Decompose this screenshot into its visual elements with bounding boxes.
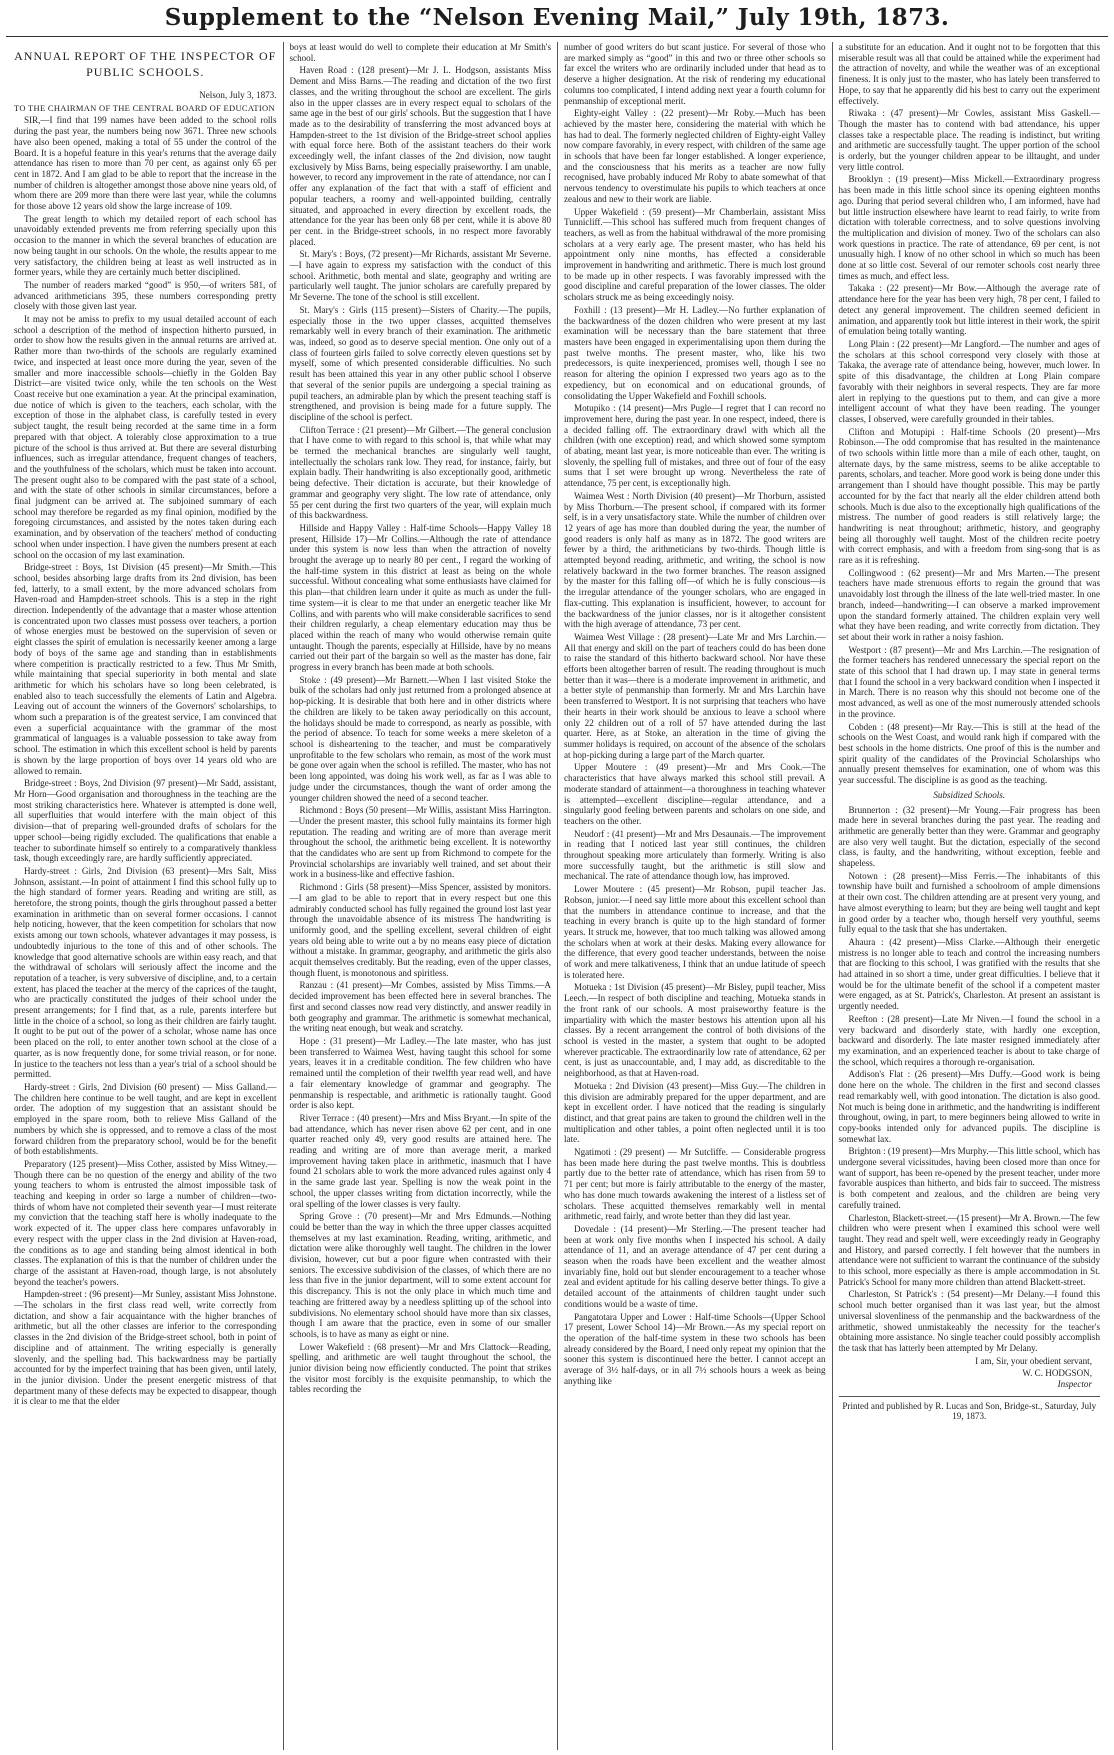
paragraph: Upper Moutere : (49 present)—Mr and Mrs Cook.—The characteristics that have always marked this school still prevail. A moderate standard of attainment—a thoroughness in teaching whatever is attempted—excellent discipline—regular attendance, and a singularly good feeling between parents and scholars on one side, and teachers on the other. — [564, 762, 826, 826]
paragraph: Stoke : (49 present)—Mr Barnett.—When I last visited Stoke the bulk of the scholars had only just returned from a prolonged absence at hop-picking. It is desirable that both here and in other districts where the children are likely to be taken away periodically on this account, the holidays should be made to correspond, as nearly as possible, with the period of absence. To teach for some weeks a mere skeleton of a school is disheartening to the teacher, and must be comparatively unprofitable to the few scholars who remain, as most of the work must be gone over again when the school is refilled. The master, who has not been long appointed, was doing his work well, as far as I was able to judge under the circumstances, though the want of order among the younger children showed the need of a second teacher. — [289, 674, 551, 803]
paragraph: Motupiko : (14 present)—Mrs Pugle—I regret that I can record no improvement here, during the past year. In one respect, indeed, there is a decided falling off. The extraordinary drawl with which all the children (with one exception) read, and which showed some symptom of abating, meant last year, is more noticeable than ever. The writing is slovenly, the spelling full of mistakes, and three out of four of the easy sums that I set were brought up wrong. Nevertheless the rate of attendance, 75 per cent, is exceptionally high. — [564, 403, 826, 489]
paragraph: Brooklyn : (19 present)—Miss Mickell.—Extraordinary progress has been made in this little school since its opening eighteen months ago. During that period several children who, I am informed, have had but little instruction elsewhere have learnt to read fairly, to write from dictation with tolerable correctness, and to solve questions involving the multiplication and division of money. Two of the scholars can also work questions in practice. The rate of attendance, 69 per cent, is not unusually high. I know of no other school in which so much has been done at so little cost. Several of our remoter schools cost nearly three times as much, and effect less. — [838, 174, 1100, 281]
paragraph: number of good writers do but scant justice. For several of those who are marked simply as “good” in this and two or three other schools so far excel the writers who are ordinarily included under that head as to deserve a higher designation. At the risk of rendering my educational columns too complicated, I intend adding next year a fourth column for penmanship of exceptional merit. — [564, 42, 826, 106]
paragraph: Upper Wakefield : (59 present)—Mr Chamberlain, assistant Miss Tunnicliff.—This school has suffered much from frequent changes of teachers, as well as from the habitual withdrawal of the more promising scholars at a very early age. The present master, who has held his appointment only nine months, has effected a considerable improvement in handwriting and arithmetic. There is much lost ground to be made up in other respects. I was favorably impressed with the good discipline and careful preparation of the lower classes. The older scholars struck me as being exceedingly noisy. — [564, 206, 826, 303]
salutation: TO THE CHAIRMAN OF THE CENTRAL BOARD OF EDUCATION — [14, 102, 275, 113]
imprint: Printed and published by R. Lucas and Son, Bridge-st., Saturday, July 19, 1873. — [839, 1396, 1101, 1422]
report-title: ANNUAL REPORT OF THE INSPECTOR OF PUBLIC SCHOOLS. — [14, 49, 277, 79]
paragraph: Lower Moutere : (45 present)—Mr Robson, pupil teacher Jas. Robson, junior.—I need say little more about this excellent school than that the numbers in attendance continue to increase, and that the teaching in every branch is quite up to the high standard of former years. It struck me, however, that too much talking was allowed among the scholars when at work at their desks. Making every allowance for the difference, that every good teacher understands, between the noise of work and mere talkativeness, I think that an undue latitude of speech is tolerated here. — [564, 884, 826, 980]
paragraph: Richmond : Girls (58 present)—Miss Spencer, assisted by monitors.—I am glad to be able to report that in every respect but one this admirably conducted school has fully regained the ground lost last year through the unavoidable absence of its mistress The handwriting is uniformly good, and the spelling excellent, several children of eight years old being able to write out a by no means easy piece of dictation without a mistake. In grammar, geography, and arithmetic the girls also acquit themselves creditably. But the reading, even of the upper classes, though fluent, is monotonous and spiritless. — [289, 882, 551, 978]
paragraph: Hampden-street : (96 present)—Mr Sunley, assistant Miss Johnstone.—The scholars in the first class read well, write correctly from dictation, and show a fair acquaintance with the higher branches of arithmetic, but all the other classes are inferior to the corresponding classes in the 2nd division of the Bridge-street school, both in point of discipline and of attainment. The writing especially is generally slovenly, and the spelling bad. This backwardness may be partially accounted for by the imperfect training that has been given, until lately, in the junior division. Under the present energetic mistress of that department many of these defects may be expected to disappear, though it is clear to me that the elder — [14, 1289, 277, 1407]
paragraph: Collingwood : (62 present)—Mr and Mrs Marten.—The present teachers have made strenuous efforts to regain the ground that was unavoidably lost through the illness of the late well-tried master. In one branch, indeed—handwriting—I can observe a marked improvement upon the standard formerly attained. The children explain very well what they have been reading, and write correctly from dictation. They set about their work in rather a noisy fashion. — [838, 567, 1100, 642]
paragraph: Waimea West : North Division (40 present)—Mr Thorburn, assisted by Miss Thorburn.—The present school, if compared with its former self, is in a very unsatisfactory state. While the number of children over 12 years of age has more than doubled during the year, the number of good readers is only half as many as in 1872. The good writers are fewer by a third, the arithmeticians by two-thirds. Though little is attempted beyond reading, arithmetic, and writing, the school is now relatively backward in the two former branches. The reason assigned by the master for this falling off—of which he is fully conscious—is the irregular attendance of the younger scholars, who are engaged in flax-cutting. This explanation is insufficient, however, to account for the backwardness of the junior classes, nor is it altogether consistent with the high average of attendance, 73 per cent. — [564, 490, 826, 630]
paragraph: The great length to which my detailed report of each school has unavoidably extended prevents me from referring specially upon this occasion to the manner in which the several branches of education are now being taught in our schools. On the whole, the results appear to me very satisfactory, the children being at least as well instructed as in former years, while they are certainly much better disciplined. — [14, 213, 277, 278]
paragraph: Addison's Flat : (26 present)—Mrs Duffy.—Good work is being done here on the whole. The children in the first and second classes read remarkably well, with good intonation. The dictation is also good. Not much is being done in arithmetic, and the handwriting is indifferent throughout, owing, in part, to mere beginners being allowed to write in copy-books intended only for advanced pupils. The discipline is somewhat lax. — [838, 1069, 1100, 1144]
paragraph: Lower Wakefield : (68 present)—Mr and Mrs Clattock—Reading, spelling, and arithmetic are well taught throughout the school, the junior division being now efficiently conducted. The point that strikes the visitor most forcibly is the exquisite penmanship, to which the tables recording the — [289, 1341, 551, 1395]
paragraph: Eighty-eight Valley : (22 present)—Mr Roby.—Much has been achieved by the master here, considering the material with which he has had to deal. The formerly neglected children of Eighty-eight Valley now compare favorably, in every respect, with children of the same age in schools that have been far longer established. A longer experience, and the consciousness that his merits as a teacher are now fully recognised, have probably induced Mr Roby to abate somewhat of that nervous tendency to overstimulate his pupils to which teachers at once zealous and new to their work are liable. — [564, 108, 826, 204]
paragraph: River Terrace : (40 present)—Mrs and Miss Bryant.—In spite of the bad attendance, which has never risen above 62 per cent, and in one quarter reached only 49, very good results are attained here. The reading and writing are of more than average merit, a marked improvement having taken place in arithmetic, inasmuch that I have found 21 scholars able to work the more advanced rules against only 4 in the same grade last year. Spelling is now the weak point in the school, the upper classes writing from dictation incorrectly, while the oral spelling of the lower classes is very faulty. — [289, 1112, 551, 1209]
paragraph: Brunnerton : (32 present)—Mr Young.—Fair progress has been made here in several branches during the past year. The reading and arithmetic are generally better than they were. Grammar and geography are also very well taught. But the dictation, especially of the second class, is faulty, and the handwriting, without exception, feeble and shapeless. — [838, 804, 1100, 869]
column-4 — [832, 42, 1107, 1750]
paragraph: Hardy-street : Girls, 2nd Division (63 present)—Mrs Salt, Miss Johnson, assistant.—In point of attainment I find this school fully up to the high standard of former years. Reading and writing are still, as heretofore, the strong points, though the girls throughout passed a better examination in arithmetic than on several former occasions. I cannot help noticing, however, that the keen competition for scholars that now exists among our town schools, whatever advantages it may possess, is undoubtedly injurious to the tone of this and of other schools. The knowledge that good alternative schools are within easy reach, and that the withdrawal of scholars will seriously affect the income and the reputation of a teacher, is very subversive of discipline, and, to a certain extent, has placed the teacher at the mercy of the caprices of the taught, who are practically constituted the judges of their school under the present arrangements; for I find that, as a rule, parents interfere but little in the choice of a school, so long as their children are fairly taught. It ought to be put out of the power of a scholar, whose name has once been placed on the roll, to enter another town school at the close of a quarter, as is now frequently done, for some trivial reason, or for none. In justice to the teachers not less than a year's trial of a school should be permitted. — [14, 865, 277, 1080]
paragraph: Motueka : 1st Division (45 present)—Mr Bisley, pupil teacher, Miss Leech.—In respect of both discipline and teaching, Motueka stands in the front rank of our schools. A most praiseworthy feature is the impartiality with which the master bestows his attention upon all his classes. By a recent arrangement the control of both divisions of the school is vested in the master, a system that ought to be adopted wherever practicable. The extraordinarily low rate of attendance, 62 per cent, is just as unaccountable, and, I may add, as discreditable to the neighborhood, as that at Haven-road. — [564, 982, 826, 1079]
paragraph: Pangatotara Upper and Lower : Half-time Schools—(Upper School 17 present, Lower School 14)—Mr Brown.—As my special report on the operation of the half-time system in these two schools has been already considered by the Board, I need only repeat my opinion that the sooner this system is discontinued here the better. I cannot accept an average of 3½ half-days, or in all 7½ schools hours a week as being anything like — [564, 1311, 826, 1386]
column-3 — [557, 42, 832, 1750]
paragraph: Richmond : Boys (50 present—Mr Willis, assistant Miss Harrington.—Under the present master, this school fully maintains its former high reputation. The reading and writing are of more than average merit throughout the school, the arithmetic being excellent. It is noteworthy that the candidates who are sent up from Richmond to compete for the Provincial scholarships are invariably well trained, and set about their work in a business-like and effective fashion. — [289, 805, 551, 880]
paragraph: SIR,—I find that 199 names have been added to the school rolls during the past year, the numbers being now 3671. Three new schools have also been opened, making a total of 55 under the control of the Board. It is a hopeful feature in this year's returns that the average daily attendance has risen to more than 70 per cent, as against only 65 per cent in 1872. And I am glad to be able to report that the increase in the number of children is altogether amongst those above nine years old, of whom there are 209 more than there were last year, while the columns for those above 12 years old show the large increase of 109. — [14, 115, 277, 212]
paragraph: Notown : (28 present)—Miss Ferris.—The inhabitants of this township have built and furnished a schoolroom of ample dimensions at their own cost. The children attending are at present very young, and have almost everything to learn; but they are being well taught and kept in good order by a teacher who, though herself very youthful, seems fully equal to the task that she has undertaken. — [838, 870, 1100, 935]
paragraph: Dovedale : (14 present)—Mr Sterling.—The present teacher had been at work only five months when I inspected his school. A daily attendance of 11, and an average attendance of 47 per cent during a season when the roads have been excellent and the weather almost invariably fine, hold out but slender encouragement to a teacher whose zeal and evident aptitude for his calling deserve better things. To give a detailed account of the attainments of children taught under such conditions would be a waste of time. — [564, 1223, 826, 1309]
paragraph: St. Mary's : Boys, (72 present)—Mr Richards, assistant Mr Severne.—I have again to express my satisfaction with the conduct of this school. Arithmetic, both mental and slate, geography and writing are particularly well taught. The junior scholars are carefully prepared by Mr Severne. The tone of the school is still excellent. — [289, 249, 551, 303]
paragraph: boys at least would do well to complete their education at Mr Smith's school. — [289, 42, 551, 63]
paragraph: Spring Grove : (70 present)—Mr and Mrs Edmunds.—Nothing could be better than the way in which the three upper classes acquitted themselves at my last examination. Reading, writing, arithmetic, and dictation were alike thoroughly well taught. The children in the lower division, however, cut but a poor figure when contrasted with their seniors. The excessive subdivision of the classes, of which there are no less than five in the junior department, will to some extent account for this discrepancy. This is not the only place in which much time and teaching are frittered away by a needless splitting up of the school into subdivisions. No elementary school should have more than six classes, though I am aware that the practice, even in some of our smaller schools, is to have as many as eight or nine. — [289, 1211, 551, 1339]
signatory: W. C. HODGSON, — [1022, 1368, 1092, 1379]
paragraph: Charleston, Blackett-street.—(15 present)—Mr A. Brown.—The few children who were present when I examined this school were well taught. They read and spelt well, were exceedingly ready in Geography and History, and parsed correctly. I felt however that the numbers in attendance were not sufficient to warrant the continuance of the subsidy to this school, more especially as there is ample accommodation in St. Patrick's School for many more children than attend Blackett-street. — [838, 1212, 1100, 1287]
masthead: Supplement to the “Nelson Evening Mail,” July 19th, 1873. — [164, 4, 950, 31]
dateline: Nelson, July 3, 1873. — [199, 90, 277, 100]
paragraph: Foxhill : (13 present)—Mr H. Ladley.—No further explanation of the backwardness of the dozen children who were present at my last examination will be necessary than the bare statement that three masters have been engaged in experimentalising upon them during the past twelve months. The present master, who, like his two predecessors, is quite inexperienced, promises well, though I see no reason for altering the opinion I expressed two years ago as to the expediency, but on economical and on educational grounds, of consolidating the Upper Wakefield and Foxhill schools. — [564, 304, 826, 401]
paragraph: Cobden : (48 present)—Mr Ray.—This is still at the head of the schools on the West Coast, and would rank high if compared with the best schools in the home districts. One proof of this is the number and spirit quality of the candidates of the Provincial Scholarships who annually present themselves for examination, one of whom was this year successful. The discipline is as good as the teaching. — [838, 721, 1100, 786]
paragraph: Clifton and Motupipi : Half-time Schools (20 present)—Mrs Robinson.—The odd compromise that has resulted in the maintenance of two schools within little more than a mile of each other, taught, on alternate days, by the same mistress, seems to be alike acceptable to parents, scholars, and teacher. More good work is being done under this arrangement than I should have thought possible. This may be partly accounted for by the fact that nearly all the elder children attend both schools. Much is due also to the exceptionally high qualifications of the mistress. The number of good readers is still relatively large; the handwriting is neat throughout; arithmetic, history, and geography being all thoroughly well taught. Most of the children recite poetry with correct emphasis, and with a freedom from sing-song that is as rare as it is refreshing. — [838, 426, 1100, 566]
column-1 — [8, 42, 283, 1750]
paragraph: Westport : (87 present)—Mr and Mrs Larchin.—The resignation of the former teachers has rendered unnecessary the special report on the state of this school that I had drawn up. I may state in general terms that I found the school in a very backward condition when I inspected it in March. There is no reason why this should not become one of the most advanced, as well as one of the most numerously attended schools in the province. — [838, 644, 1100, 719]
paragraph: Long Plain : (22 present)—Mr Langford.—The number and ages of the scholars at this school correspond very closely with those at Takaka, the average rate of attendance being, however, much lower. In spite of this disadvantage, the children at Long Plain compare favorably with their neighbors in several respects. They are far more alert in replying to the questions put to them, and can give a more intelligent account of what they have been reading. The younger classes, I observed, were carefully grounded in their tables. — [838, 338, 1100, 424]
paragraph: It may not be amiss to prefix to my usual detailed account of each school a description of the method of inspection hitherto pursued, in order to show how the results given in the annual returns are arrived at. Rather more than two-thirds of the schools are regularly examined twice, and inspected at least once more during the year, seven of the smaller and more inaccessible schools—chiefly in the Golden Bay District—are visited twice only, while the ten schools on the West Coast receive but one examination a year. At the principal examination, due notice of which is given to the teachers, each scholar, with the exception of those in the alphabet class, is carefully tested in every subject taught, the result being recorded at the same time in a form prepared with that object. A tolerably close approximation to a true picture of the school is thus arrived at. But there are several disturbing influences, such as irregular attendance, frequent changes of teachers, and the youthfulness of the scholars, which must be taken into account. The present ought also to be compared with the past state of a school, and with the state of other schools in similar circumstances, before a final judgment can be arrived at. The subjoined summary of each school may therefore be regarded as my final opinion, modified by the foregoing circumstances, and assisted by the notes taken during each examination, and by observation of the teachers' method of conducting school when under inspection. I have given the numbers present at each school on the occasion of my last examination. — [14, 314, 277, 560]
paragraph: Bridge-street : Boys, 2nd Division (97 present)—Mr Sadd, assistant, Mr Horn—Good organisation and thoroughness in the teaching are the most striking characteristics here. Whatever is attempted is done well, all superfluities that would interfere with the main object of this division—that of preparing well-grounded drafts of scholars for the upper school—being rigidly excluded. The qualifications that enable a teacher to subordinate himself so entirely to a comparatively thankless task, though exceedingly rare, are hardly sufficiently appreciated. — [14, 778, 277, 864]
paragraph: Charleston, St Patrick's : (54 present)—Mr Delany.—I found this school much better organised than it was last year, but the almost universal slovenliness of the penmanship and the backwardness of the arithmetic, showed unmistakeably the necessity for the teacher's obtaining more assistance. No single teacher could possibly accomplish the task that has latterly been attempted by Mr Delany. — [838, 1289, 1100, 1353]
paragraph: Hope : (31 present)—Mr Ladley.—The late master, who has just been transferred to Waimea West, having taught this school for some years, leaves it in a creditable condition. The few children who have remained until the completion of their twelfth year read well, and have a fair elementary knowledge of grammar and geography. The penmanship is respectable, and arithmetic is rationally taught. Good order is also kept. — [289, 1035, 551, 1111]
paragraph: Motueka : 2nd Division (43 present)—Miss Guy.—The children in this division are admirably prepared for the upper department, and are kept in excellent order. I have noticed that the reading is singularly distinct, and that great pains are taken to ground the children well in the multiplication and other tables, a point often neglected until it is too late. — [564, 1080, 826, 1145]
paragraph: a substitute for an education. And it ought not to be forgotten that this miserable result was all that could be attained while the experiment had the attraction of novelty, and while the weather was of an exceptional fineness. It is only just to the master, who has lately been transferred to Hope, to say that he apparently did his best to carry out the experiment effectively. — [838, 42, 1100, 106]
paragraph: The number of readers marked “good” is 950,—of writers 581, of advanced arithmeticians 395, these numbers corresponding pretty closely with those given last year. — [14, 279, 277, 312]
paragraph: Hardy-street : Girls, 2nd Division (60 present) — Miss Galland.—The children here continue to be well taught, and are kept in excellent order. The adoption of my suggestion that an assistant should be employed in the spare room, both to relieve Miss Galland of the numbers by which she is oppressed, and to remove a class of the most forward children from the preparatory school, would be for the benefit of both establishments. — [14, 1081, 277, 1157]
subsidized-heading: Subsidized Schools. — [933, 789, 1006, 800]
paragraph: Waimea West Village : (28 present)—Late Mr and Mrs Larchin.—All that energy and skill on the part of teachers could do has been done to raise the standard of this hitherto backward school. Nor have these efforts been altogether barren of result. The reading throughout is much better than it was—there is a moderate improvement in arithmetic, and a better style of penmanship than formerly. Mr and Mrs Larchin have been transferred to Westport. It is not surprising that teachers who have their hearts in their work should be anxious to leave a school where only 22 children out of a roll of 57 have attended during the last quarter. Here, as at Stoke, an alteration in the time of giving the summer holidays is required, on account of the absence of the scholars at hop-picking during a large part of the March quarter. — [564, 631, 826, 760]
paragraph: Takaka : (22 present)—Mr Bow.—Although the average rate of attendance here for the year has been very high, 78 per cent, I failed to detect any general improvement. The children seemed deficient in animation, and apparently took but little interest in their work, the spirit of emulation being totally wanting. — [838, 283, 1100, 337]
paragraph: Hillside and Happy Valley : Half-time Schools—Happy Valley 18 present, Hillside 17)—Mr Collins.—Although the rate of attendance under this system is now less than when the attraction of novelty brought the average up to nearly 80 per cent., I regard the working of the half-time system in this district at least as being on the whole successful. Without concealing what some enthusiasts have claimed for this plan—that children learn under it quite as much as under the full-time system—it is clear to me that under an energetic teacher like Mr Collins, and with parents who will make considerable sacrifices to send their children regularly, a cheap elementary education may thus be placed within the reach of many who would otherwise remain quite untaught. Though the parents, especially at Hillside, have by no means carried out their part of the bargain so well as the master has done, fair progress in every branch has been made at both schools. — [289, 522, 551, 673]
column-2 — [283, 42, 558, 1750]
paragraph: Ngatimoti : (29 present) — Mr Sutcliffe. — Considerable progress has been made here during the past twelve months. This is doubtless partly due to the better rate of attendance, which has risen from 59 to 71 per cent; but more is fairly attributable to the energy of the master, who has done much towards awakening the interest of a listless set of scholars. These acquitted themselves remarkably well in mental arithmetic, read fairly, and wrote better than they did last year. — [564, 1147, 826, 1222]
paragraph: Brighton : (19 present)—Mrs Murphy.—This little school, which has undergone several vicissitudes, having been closed more than once for want of support, has been re-opened by the present teacher, under more favorable auspices than hitherto, and bids fair to succeed. The mistress is both competent and zealous, and the children are being very carefully trained. — [838, 1146, 1100, 1210]
paragraph: Ahaura : (42 present)—Miss Clarke.—Although their energetic mistress is no longer able to teach and control the increasing numbers that are flocking to this school, I was gratified with the results that she had attained in so short a time, under great difficulties. I believe that it would be for the ultimate benefit of the school if a competent master were engaged, as at St. Patrick's, Charleston. At present an assistant is urgently needed. — [838, 936, 1100, 1012]
page-body — [8, 42, 1106, 1750]
paragraph: Haven Road : (128 present)—Mr J. L. Hodgson, assistants Miss Dement and Miss Barns.—The reading and dictation of the two first classes, and the writing throughout the school are excellent. The girls also in the upper classes are in every respect equal to scholars of the same age in the best of our girls' schools. But the suggestion that I have made as to the desirability of transferring the most advanced boys at Hampden-street to the 1st division of the Bridge-street school applies with equal force here. Both of the assistant teachers do their work exceedingly well, the infant classes of the 2nd division, now taught exclusively by Miss Barns, being especially praiseworthy. I am unable, however, to record any improvement in the rate of attendance, nor can I offer any explanation of the fact that with a staff of efficient and popular teachers, a roomy and well-appointed building, centrally situated, and approached in every direction by excellent roads, the attendance for the year has been only 68 per cent, while it is above 80 per cent. in the Bridge-street schools, in no respect more favorably placed. — [289, 65, 551, 247]
paragraph: Ranzau : (41 present)—Mr Combes, assisted by Miss Timms.—A decided improvement has been effected here in several branches. The first and second classes now read very distinctly, and answer readily in both geography and grammar. The arithmetic is somewhat mechanical, the writing neat enough, but weak and scratchy. — [289, 980, 551, 1034]
paragraph: Bridge-street : Boys, 1st Division (45 present)—Mr Smith.—This school, besides absorbing large drafts from its 2nd division, has been fed, latterly, to a small extent, by the more advanced scholars from Haven-road and Hampden-street schools. This is a step in the right direction. Independently of the advantage that a master whose attention is concentrated upon two classes must possess over teachers, a portion of whose energies must be bestowed on the supervision of seven or eight classes the spirit of emulation is necessarily keener among a large body of boys of the same age and standing than in establishments where competition is practically restricted to a few. Thus Mr Smith, while maintaining that special superiority in both mental and slate arithmetic for which his scholars have so long been celebrated, is enabled also to teach successfully the elements of Latin and Algebra. Leaving out of account the winners of the Governors' scholarships, to whom such a preparation is of the greatest service, I am convinced that even a superficial acquaintance with the grammar of the most grammatical of languages is a valuable possession to take away from school. The estimation in which this excellent school is held by parents is shown by the large proportion of boys over 14 years old who are allowed to remain. — [14, 562, 277, 776]
closing: I am, Sir, your obedient servant, — [975, 1355, 1092, 1366]
paragraph: Neudorf : (41 present)—Mr and Mrs Desaunais.—The improvement in reading that I noticed last year still continues, the children throughout speaking more articulately than formerly. Writing is also more successfully taught, but the arithmetic is still slow and mechanical. The rate of attendance though low, has improved. — [564, 828, 826, 882]
paragraph: Preparatory (125 present)—Miss Cother, assisted by Miss Witney.—Though there can be no question of the energy and ability of the two young teachers to whom is entrusted the almost impossible task of teaching and keeping in order so large a number of children—two-thirds of whom have not completed their seventh year—I must reiterate my conviction that the teaching staff here is wholly inadequate to the work expected of it. The upper class here compares unfavorably in every respect with the upper class in the 2nd division at Haven-road, the conditions as to age and standing being almost identical in both classes. The explanation of this is that the number of children under the charge of the assistant at Haven-road, though large, is not absolutely beyond the teacher's powers. — [14, 1158, 277, 1287]
paragraph: St. Mary's : Girls (115 present)—Sisters of Charity.—The pupils, especially those in the two upper classes, acquitted themselves remarkably well in every branch of their examination. The arithmetic was, indeed, so good as to deserve special mention. One only out of a class of fourteen girls failed to solve correctly eleven questions set by myself, some of which presented considerable difficulties. No such result has been attained this year in any other public school I observe that several of the senior pupils are undergoing a special training as pupil teachers, an admirable plan by which the present teaching staff is strengthened, and provision is being made for a future supply. The discipline of the school is perfect. — [289, 304, 551, 422]
masthead-rule — [6, 36, 1108, 37]
signatory-title: Inspector — [1057, 1379, 1092, 1390]
paragraph: Riwaka : (47 present)—Mr Cowles, assistant Miss Gaskell.—Though the master has to contend with bad attendance, his upper classes take a respectable place. The reading is indistinct, but writing and arithmetic are successfully taught. The upper portion of the school is orderly, but the younger children appear to be illtaught, and under very little control. — [838, 108, 1100, 172]
paragraph: Reefton : (28 present)—Late Mr Niven.—I found the school in a very backward and disorderly state, with hardly one exception, backward and disorderly. The late master resigned immediately after my examination, and an experienced teacher is about to take charge of the school, which requires a thorough re-organisation. — [838, 1013, 1100, 1067]
paragraph: Clifton Terrace : (21 present)—Mr Gilbert.—The general conclusion that I have come to with regard to this school is, that while what may be termed the mechanical branches are singularly well taught, intellectually the scholars rank low. They read, for instance, fairly, but explain badly. Their handwriting is also exceptionally good, arithmetic being defective. Their dictation is accurate, but their knowledge of grammar and geography very slight. The low rate of attendance, only 55 per cent during the first two quarters of the year, will explain much of this backwardness. — [289, 424, 551, 521]
